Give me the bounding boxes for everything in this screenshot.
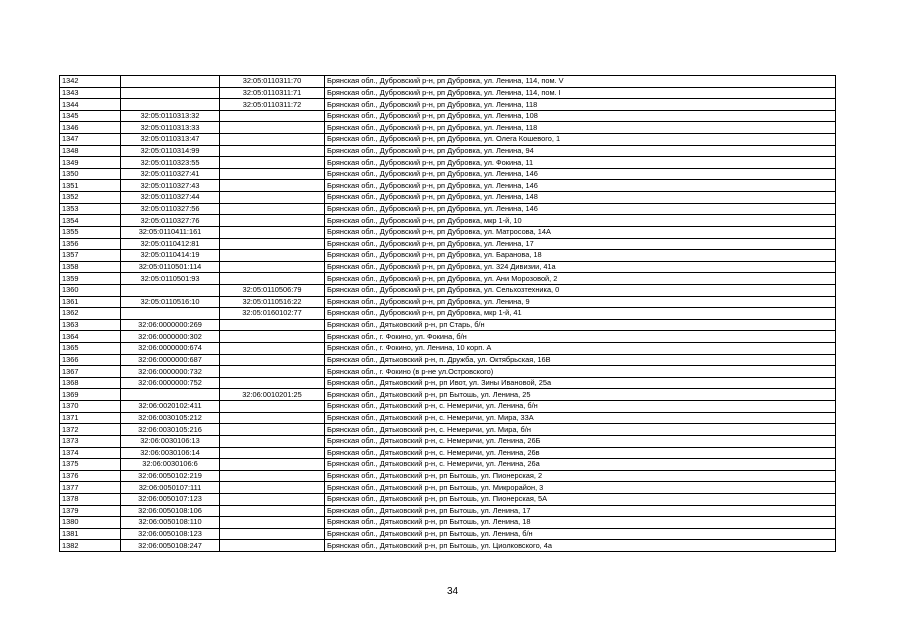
table-row: [60, 366, 836, 378]
table-row: [60, 145, 836, 157]
address-cell: Брянская обл., Дятьковский р-н, п. Дружба, ул. Октябрьская, 16В: [325, 354, 836, 366]
building-cadastral-number-cell: [220, 273, 325, 285]
cadastral-number-cell: 32:06:0030105:216: [121, 424, 220, 436]
row-number-cell: 1368: [60, 377, 121, 389]
row-number-cell: 1374: [60, 447, 121, 459]
address-cell: Брянская обл., Дубровский р-н, рп Дубровка, ул. Фокина, 11: [325, 157, 836, 169]
building-cadastral-number-cell: [220, 493, 325, 505]
row-number-cell: 1366: [60, 354, 121, 366]
building-cadastral-number-cell: [220, 517, 325, 529]
table-row: [60, 87, 836, 99]
address-cell: Брянская обл., Дубровский р-н, рп Дубровка, ул. Ани Морозовой, 2: [325, 273, 836, 285]
table-row: [60, 215, 836, 227]
building-cadastral-number-cell: [220, 157, 325, 169]
table-row: [60, 470, 836, 482]
building-cadastral-number-cell: [220, 215, 325, 227]
cadastral-number-cell: [121, 389, 220, 401]
building-cadastral-number-cell: [220, 354, 325, 366]
address-cell: Брянская обл., Дубровский р-н, рп Дубровка, ул. Ленина, 118: [325, 122, 836, 134]
address-cell: Брянская обл., Дубровский р-н, рп Дубровка, ул. Матросова, 14А: [325, 226, 836, 238]
cadastral-number-cell: 32:06:0000000:752: [121, 377, 220, 389]
row-number-cell: 1360: [60, 284, 121, 296]
address-cell: Брянская обл., Дятьковский р-н, с. Немеричи, ул. Ленина, 26в: [325, 447, 836, 459]
address-cell: Брянская обл., Дубровский р-н, рп Дубровка, ул. Ленина, 94: [325, 145, 836, 157]
cadastral-number-cell: 32:05:0110411:161: [121, 226, 220, 238]
cadastral-number-cell: 32:05:0110516:10: [121, 296, 220, 308]
row-number-cell: 1358: [60, 261, 121, 273]
address-cell: Брянская обл., г. Фокино, ул. Фокина, б/н: [325, 331, 836, 343]
table-row: [60, 517, 836, 529]
address-cell: Брянская обл., Дятьковский р-н, с. Немеричи, ул. Ленина, 26Б: [325, 435, 836, 447]
cadastral-number-cell: 32:05:0110323:55: [121, 157, 220, 169]
building-cadastral-number-cell: 32:05:0160102:77: [220, 308, 325, 320]
row-number-cell: 1365: [60, 343, 121, 355]
cadastral-number-cell: 32:05:0110314:99: [121, 145, 220, 157]
table-row: [60, 134, 836, 146]
row-number-cell: 1345: [60, 110, 121, 122]
row-number-cell: 1372: [60, 424, 121, 436]
cadastral-number-cell: 32:05:0110412:81: [121, 238, 220, 250]
table-row: [60, 296, 836, 308]
building-cadastral-number-cell: [220, 145, 325, 157]
table-row: [60, 459, 836, 471]
table-row: [60, 343, 836, 355]
table-row: [60, 389, 836, 401]
cadastral-number-cell: 32:06:0030105:212: [121, 412, 220, 424]
address-cell: Брянская обл., Дубровский р-н, рп Дубровка, ул. Ленина, 146: [325, 180, 836, 192]
building-cadastral-number-cell: [220, 226, 325, 238]
row-number-cell: 1354: [60, 215, 121, 227]
row-number-cell: 1355: [60, 226, 121, 238]
building-cadastral-number-cell: 32:05:0110311:71: [220, 87, 325, 99]
cadastral-number-cell: 32:06:0030106:6: [121, 459, 220, 471]
table-row: [60, 319, 836, 331]
table-row: [60, 401, 836, 413]
cadastral-number-cell: 32:06:0000000:269: [121, 319, 220, 331]
building-cadastral-number-cell: [220, 366, 325, 378]
address-cell: Брянская обл., Дубровский р-н, рп Дубровка, ул. Олега Кошевого, 1: [325, 134, 836, 146]
registry-table: [59, 75, 836, 552]
row-number-cell: 1382: [60, 540, 121, 552]
cadastral-number-cell: 32:06:0000000:302: [121, 331, 220, 343]
row-number-cell: 1370: [60, 401, 121, 413]
cadastral-number-cell: [121, 308, 220, 320]
building-cadastral-number-cell: [220, 180, 325, 192]
address-cell: Брянская обл., Дятьковский р-н, рп Старь, б/н: [325, 319, 836, 331]
building-cadastral-number-cell: [220, 168, 325, 180]
address-cell: Брянская обл., Дубровский р-н, рп Дубровка, мкр 1-й, 41: [325, 308, 836, 320]
building-cadastral-number-cell: [220, 528, 325, 540]
cadastral-number-cell: 32:05:0110313:47: [121, 134, 220, 146]
building-cadastral-number-cell: [220, 343, 325, 355]
table-row: [60, 157, 836, 169]
row-number-cell: 1347: [60, 134, 121, 146]
cadastral-number-cell: [121, 76, 220, 88]
cadastral-number-cell: 32:05:0110327:76: [121, 215, 220, 227]
address-cell: Брянская обл., Дубровский р-н, рп Дубровка, ул. Ленина, 17: [325, 238, 836, 250]
address-cell: Брянская обл., Дубровский р-н, рп Дубровка, ул. Ленина, 118: [325, 99, 836, 111]
address-cell: Брянская обл., Дятьковский р-н, рп Бытошь, ул. Микрорайон, 3: [325, 482, 836, 494]
cadastral-number-cell: 32:06:0030106:14: [121, 447, 220, 459]
building-cadastral-number-cell: [220, 261, 325, 273]
building-cadastral-number-cell: 32:05:0110311:72: [220, 99, 325, 111]
row-number-cell: 1371: [60, 412, 121, 424]
building-cadastral-number-cell: [220, 331, 325, 343]
address-cell: Брянская обл., Дубровский р-н, рп Дубровка, ул. Ленина, 9: [325, 296, 836, 308]
cadastral-number-cell: 32:06:0000000:687: [121, 354, 220, 366]
address-cell: Брянская обл., Дубровский р-н, рп Дубровка, мкр 1-й, 10: [325, 215, 836, 227]
building-cadastral-number-cell: 32:06:0010201:25: [220, 389, 325, 401]
cadastral-number-cell: [121, 284, 220, 296]
address-cell: Брянская обл., Дятьковский р-н, рп Бытошь, ул. Пионерская, 2: [325, 470, 836, 482]
table-row: [60, 540, 836, 552]
registry-table-body: [60, 76, 836, 552]
row-number-cell: 1361: [60, 296, 121, 308]
cadastral-number-cell: 32:06:0030106:13: [121, 435, 220, 447]
address-cell: Брянская обл., Дубровский р-н, рп Дубровка, ул. Ленина, 146: [325, 203, 836, 215]
building-cadastral-number-cell: [220, 319, 325, 331]
row-number-cell: 1381: [60, 528, 121, 540]
row-number-cell: 1349: [60, 157, 121, 169]
table-row: [60, 354, 836, 366]
cadastral-number-cell: [121, 99, 220, 111]
table-row: [60, 76, 836, 88]
building-cadastral-number-cell: [220, 435, 325, 447]
address-cell: Брянская обл., Дятьковский р-н, с. Немеричи, ул. Ленина, 26а: [325, 459, 836, 471]
cadastral-number-cell: 32:05:0110313:32: [121, 110, 220, 122]
address-cell: Брянская обл., Дубровский р-н, рп Дубровка, ул. Ленина, 114, пом. V: [325, 76, 836, 88]
row-number-cell: 1357: [60, 250, 121, 262]
table-row: [60, 226, 836, 238]
cadastral-number-cell: 32:06:0000000:732: [121, 366, 220, 378]
building-cadastral-number-cell: [220, 412, 325, 424]
row-number-cell: 1343: [60, 87, 121, 99]
row-number-cell: 1362: [60, 308, 121, 320]
page-number: 34: [446, 586, 459, 597]
address-cell: Брянская обл., Дубровский р-н, рп Дубровка, ул. 324 Дивизии, 41а: [325, 261, 836, 273]
table-row: [60, 505, 836, 517]
cadastral-number-cell: 32:05:0110414:19: [121, 250, 220, 262]
building-cadastral-number-cell: [220, 238, 325, 250]
cadastral-number-cell: 32:06:0050107:123: [121, 493, 220, 505]
address-cell: Брянская обл., Дятьковский р-н, рп Бытошь, ул. Ленина, 18: [325, 517, 836, 529]
building-cadastral-number-cell: [220, 122, 325, 134]
address-cell: Брянская обл., Дубровский р-н, рп Дубровка, ул. Ленина, 148: [325, 192, 836, 204]
cadastral-number-cell: 32:05:0110501:114: [121, 261, 220, 273]
address-cell: Брянская обл., Дятьковский р-н, с. Немеричи, ул. Мира, б/н: [325, 424, 836, 436]
row-number-cell: 1369: [60, 389, 121, 401]
address-cell: Брянская обл., Дубровский р-н, рп Дубровка, ул. Ленина, 114, пом. I: [325, 87, 836, 99]
table-row: [60, 308, 836, 320]
cadastral-number-cell: 32:05:0110327:56: [121, 203, 220, 215]
row-number-cell: 1364: [60, 331, 121, 343]
building-cadastral-number-cell: [220, 134, 325, 146]
address-cell: Брянская обл., Дятьковский р-н, рп Бытошь, ул. Циолковского, 4а: [325, 540, 836, 552]
cadastral-number-cell: [121, 87, 220, 99]
table-row: [60, 99, 836, 111]
building-cadastral-number-cell: 32:05:0110516:22: [220, 296, 325, 308]
cadastral-number-cell: 32:06:0000000:674: [121, 343, 220, 355]
row-number-cell: 1351: [60, 180, 121, 192]
address-cell: Брянская обл., Дятьковский р-н, рп Бытошь, ул. Ленина, 25: [325, 389, 836, 401]
row-number-cell: 1377: [60, 482, 121, 494]
cadastral-number-cell: 32:06:0050108:110: [121, 517, 220, 529]
cadastral-number-cell: 32:06:0050102:219: [121, 470, 220, 482]
table-row: [60, 168, 836, 180]
row-number-cell: 1375: [60, 459, 121, 471]
cadastral-number-cell: 32:06:0050107:111: [121, 482, 220, 494]
building-cadastral-number-cell: [220, 377, 325, 389]
table-row: [60, 180, 836, 192]
table-row: [60, 122, 836, 134]
building-cadastral-number-cell: [220, 250, 325, 262]
table-row: [60, 192, 836, 204]
row-number-cell: 1352: [60, 192, 121, 204]
table-row: [60, 412, 836, 424]
row-number-cell: 1344: [60, 99, 121, 111]
table-row: [60, 493, 836, 505]
table-row: [60, 331, 836, 343]
building-cadastral-number-cell: [220, 505, 325, 517]
address-cell: Брянская обл., Дятьковский р-н, с. Немеричи, ул. Мира, 33А: [325, 412, 836, 424]
table-row: [60, 377, 836, 389]
address-cell: Брянская обл., Дятьковский р-н, рп Бытошь, ул. Пионерская, 5А: [325, 493, 836, 505]
table-row: [60, 424, 836, 436]
address-cell: Брянская обл., Дятьковский р-н, рп Бытошь, ул. Ленина, 17: [325, 505, 836, 517]
address-cell: Брянская обл., г. Фокино, ул. Ленина, 10 корп. А: [325, 343, 836, 355]
building-cadastral-number-cell: 32:05:0110311:70: [220, 76, 325, 88]
table-row: [60, 238, 836, 250]
row-number-cell: 1373: [60, 435, 121, 447]
building-cadastral-number-cell: [220, 424, 325, 436]
building-cadastral-number-cell: [220, 401, 325, 413]
cadastral-number-cell: 32:05:0110327:41: [121, 168, 220, 180]
cadastral-number-cell: 32:06:0050108:106: [121, 505, 220, 517]
row-number-cell: 1342: [60, 76, 121, 88]
table-row: [60, 203, 836, 215]
address-cell: Брянская обл., Дубровский р-н, рп Дубровка, ул. Ленина, 108: [325, 110, 836, 122]
row-number-cell: 1379: [60, 505, 121, 517]
table-row: [60, 447, 836, 459]
building-cadastral-number-cell: [220, 470, 325, 482]
table-row: [60, 482, 836, 494]
building-cadastral-number-cell: [220, 192, 325, 204]
address-cell: Брянская обл., Дятьковский р-н, рп Бытошь, ул. Ленина, б/н: [325, 528, 836, 540]
cadastral-number-cell: 32:05:0110327:43: [121, 180, 220, 192]
address-cell: Брянская обл., Дубровский р-н, рп Дубровка, ул. Баранова, 18: [325, 250, 836, 262]
row-number-cell: 1363: [60, 319, 121, 331]
cadastral-number-cell: 32:05:0110327:44: [121, 192, 220, 204]
cadastral-number-cell: 32:06:0050108:247: [121, 540, 220, 552]
address-cell: Брянская обл., Дятьковский р-н, с. Немеричи, ул. Ленина, б/н: [325, 401, 836, 413]
row-number-cell: 1346: [60, 122, 121, 134]
row-number-cell: 1353: [60, 203, 121, 215]
address-cell: Брянская обл., Дятьковский р-н, рп Ивот, ул. Зины Ивановой, 25а: [325, 377, 836, 389]
building-cadastral-number-cell: 32:05:0110506:79: [220, 284, 325, 296]
cadastral-number-cell: 32:05:0110313:33: [121, 122, 220, 134]
table-row: [60, 273, 836, 285]
building-cadastral-number-cell: [220, 459, 325, 471]
building-cadastral-number-cell: [220, 447, 325, 459]
address-cell: Брянская обл., г. Фокино (в р-не ул.Островского): [325, 366, 836, 378]
cadastral-number-cell: 32:06:0050108:123: [121, 528, 220, 540]
table-row: [60, 284, 836, 296]
address-cell: Брянская обл., Дубровский р-н, рп Дубровка, ул. Ленина, 146: [325, 168, 836, 180]
row-number-cell: 1367: [60, 366, 121, 378]
row-number-cell: 1348: [60, 145, 121, 157]
building-cadastral-number-cell: [220, 482, 325, 494]
cadastral-number-cell: 32:06:0020102:411: [121, 401, 220, 413]
cadastral-number-cell: 32:05:0110501:93: [121, 273, 220, 285]
row-number-cell: 1376: [60, 470, 121, 482]
table-row: [60, 435, 836, 447]
address-cell: Брянская обл., Дубровский р-н, рп Дубровка, ул. Сельхозтехника, 0: [325, 284, 836, 296]
building-cadastral-number-cell: [220, 540, 325, 552]
row-number-cell: 1380: [60, 517, 121, 529]
table-row: [60, 250, 836, 262]
table-row: [60, 261, 836, 273]
row-number-cell: 1378: [60, 493, 121, 505]
row-number-cell: 1356: [60, 238, 121, 250]
row-number-cell: 1350: [60, 168, 121, 180]
building-cadastral-number-cell: [220, 203, 325, 215]
building-cadastral-number-cell: [220, 110, 325, 122]
table-row: [60, 110, 836, 122]
row-number-cell: 1359: [60, 273, 121, 285]
table-row: [60, 528, 836, 540]
